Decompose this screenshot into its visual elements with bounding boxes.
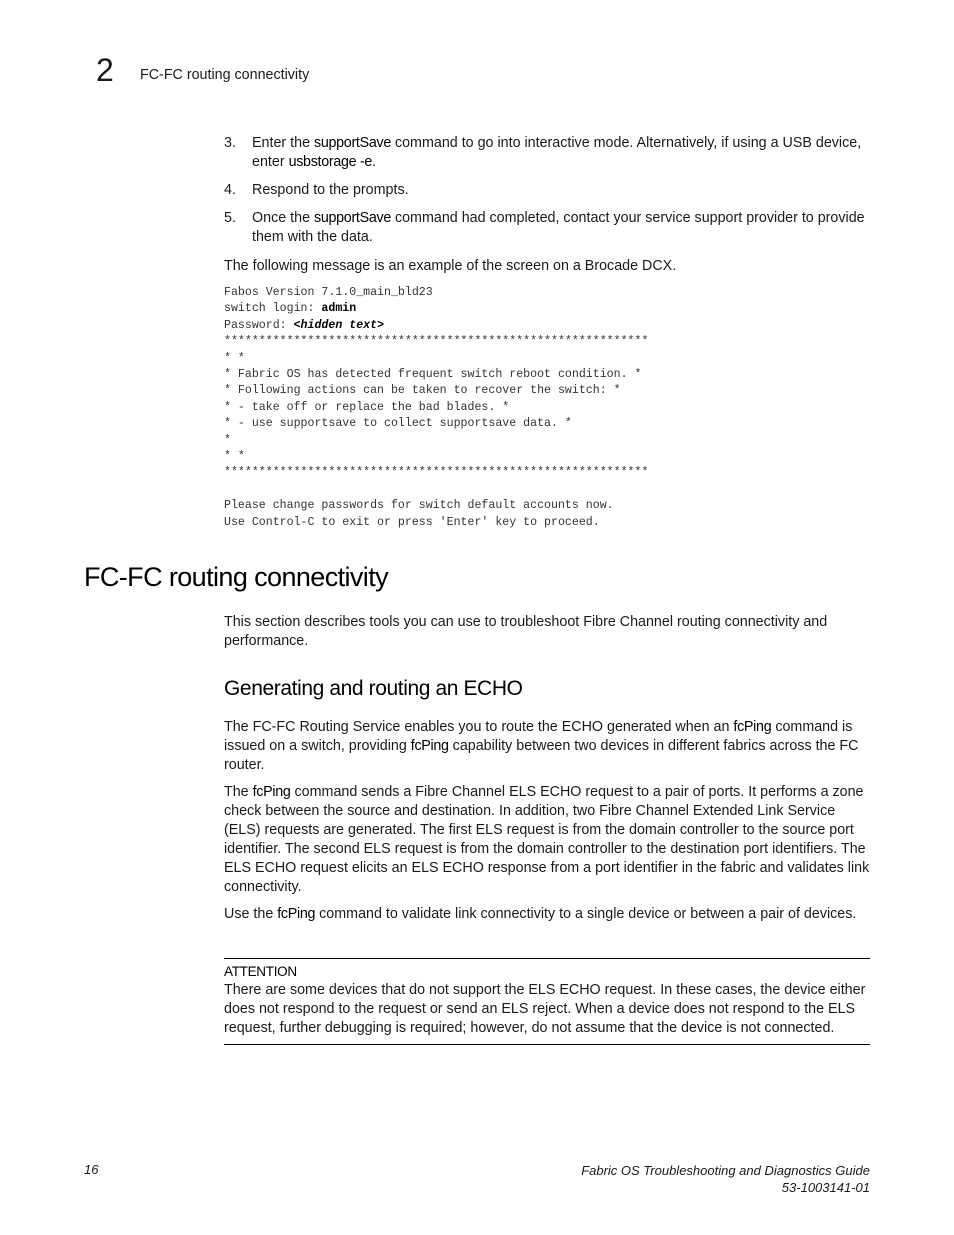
command-name: usbstorage -e — [288, 154, 373, 170]
command-name: fcPing — [410, 738, 449, 754]
step-number: 5. — [224, 210, 236, 226]
paragraph-text: command is issued on a switch, providing — [224, 719, 853, 754]
subsection-title: Generating and routing an ECHO — [224, 677, 523, 700]
console-output — [224, 285, 648, 531]
step-item — [224, 134, 870, 172]
console-input: <hidden text> — [293, 318, 385, 332]
command-name: fcPing — [252, 784, 291, 800]
attention-box — [224, 958, 870, 1045]
paragraph — [224, 783, 870, 897]
paragraph-text: The FC-FC Routing Service enables you to route the ECHO generated when an — [224, 719, 734, 735]
console-prompt: Password: — [224, 318, 294, 332]
section-title: FC-FC routing connectivity — [84, 562, 388, 592]
paragraph-text: Use the — [224, 906, 278, 922]
paragraph — [224, 718, 870, 775]
example-intro: The following message is an example of the screen on a Brocade DCX. — [224, 258, 677, 274]
guide-title: Fabric OS Troubleshooting and Diagnostics Guide — [581, 1163, 870, 1178]
paragraph-text: command sends a Fibre Channel ELS ECHO request to a pair of ports. It performs a zone check between the source and destination. In addition, two Fibre Channel Extended Link Service (ELS) requests are generated. The first ELS request is from the domain controller to the source port identifier. The second ELS request is from the domain controller to the destination port identifiers. The ELS ECHO request elicits an ELS ECHO response from a port identifier in the fabric and validates link connectivity. — [224, 784, 870, 895]
command-name: supportSave — [314, 210, 391, 226]
step-number: 3. — [224, 135, 236, 151]
chapter-number: 2 — [96, 52, 114, 88]
paragraph-text: capability between two devices in different fabrics across the FC router. — [224, 738, 859, 773]
command-name: fcPing — [733, 719, 772, 735]
attention-label: ATTENTION — [224, 964, 297, 979]
console-prompt: switch login: — [224, 302, 322, 316]
footer-doc-info — [581, 1162, 870, 1196]
chapter-title: FC-FC routing connectivity — [140, 67, 310, 83]
step-item — [224, 209, 870, 247]
paragraph — [224, 905, 870, 924]
step-text: command had completed, contact your service support provider to provide them with the data. — [252, 210, 865, 245]
paragraph-text: command to validate link connectivity to a single device or between a pair of devices. — [315, 906, 857, 922]
doc-number: 53-1003141-01 — [781, 1180, 870, 1195]
step-item — [224, 181, 870, 200]
page-number: 16 — [84, 1162, 99, 1177]
procedure-steps — [224, 134, 870, 256]
command-name: supportSave — [314, 135, 391, 151]
attention-text: There are some devices that do not support the ELS ECHO request. In these cases, the device either does not respond to the request or send an ELS reject. When a device does not respond to the ELS request, further debugging is required; however, do not assume that the device is not connected. — [224, 982, 866, 1036]
step-text: Once the — [252, 210, 314, 226]
step-number: 4. — [224, 182, 236, 198]
step-text: command to go into interactive mode. Alternatively, if using a USB device, enter — [252, 135, 862, 170]
console-body: ************************************************************* * * * Fabric OS has detected frequent switch reboot condition. * * Following actions can be taken to recover the switch: * * - take off or replace the bad blades. * * - use supportsave to collect supportsave data. * * * * ************************************************************* Please change passwords for switch default accounts now. Use Control-C to exit or press 'Enter' key to proceed. — [224, 335, 649, 529]
paragraph-text: The — [224, 784, 253, 800]
step-text: Respond to the prompts. — [252, 182, 409, 198]
console-line: Fabos Version 7.1.0_main_bld23 — [224, 286, 433, 299]
console-input: admin — [321, 302, 357, 316]
step-text: . — [372, 154, 377, 170]
command-name: fcPing — [277, 906, 316, 922]
section-intro: This section describes tools you can use to troubleshoot Fibre Channel routing connectivity and performance. — [224, 614, 828, 649]
step-text: Enter the — [252, 135, 314, 151]
